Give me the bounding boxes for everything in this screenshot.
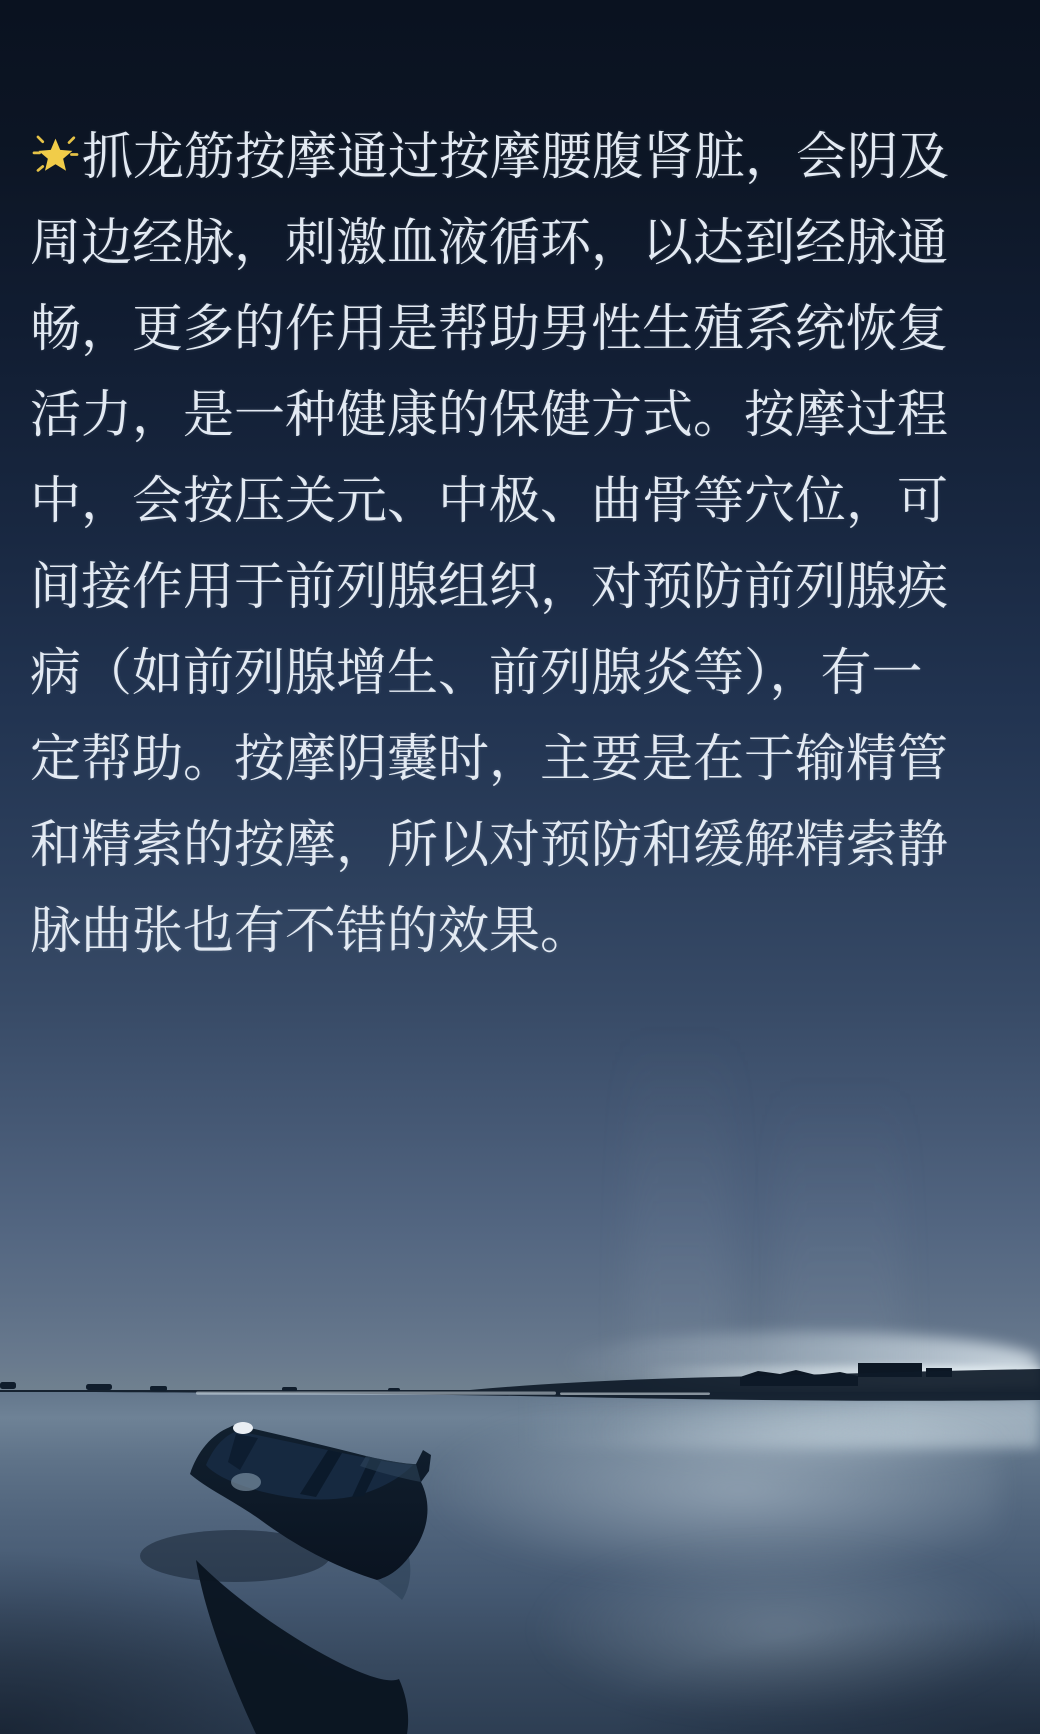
text-line-4: 活力，是一种健康的保健方式。按摩过程: [30, 386, 949, 443]
glowing-star-icon: [30, 120, 81, 171]
text-line-9: 和精索的按摩，所以对预防和缓解精索静: [30, 816, 949, 873]
text-line-2: 周边经脉，刺激血液循环，以达到经脉通: [30, 214, 949, 271]
caption-text: [30, 114, 1012, 974]
text-line-6: 间接作用于前列腺组织，对预防前列腺疾: [30, 558, 949, 615]
rowboat-silhouette: [140, 1422, 431, 1582]
text-line-10: 脉曲张也有不错的效果。: [30, 902, 592, 959]
boat-reflection: [196, 1557, 410, 1734]
shoreline: [0, 1363, 1040, 1401]
text-line-3: 畅，更多的作用是帮助男性生殖系统恢复: [30, 300, 949, 357]
text-line-8: 定帮助。按摩阴囊时，主要是在于输精管: [30, 730, 949, 787]
text-line-7: 病（如前列腺增生、前列腺炎等），有一: [30, 644, 923, 701]
text-line-1: [30, 114, 1012, 200]
text-line-content: 抓龙筋按摩通过按摩腰腹肾脏，会阴及: [82, 128, 950, 185]
text-line-5: 中，会按压关元、中极、曲骨等穴位，可: [30, 472, 949, 529]
